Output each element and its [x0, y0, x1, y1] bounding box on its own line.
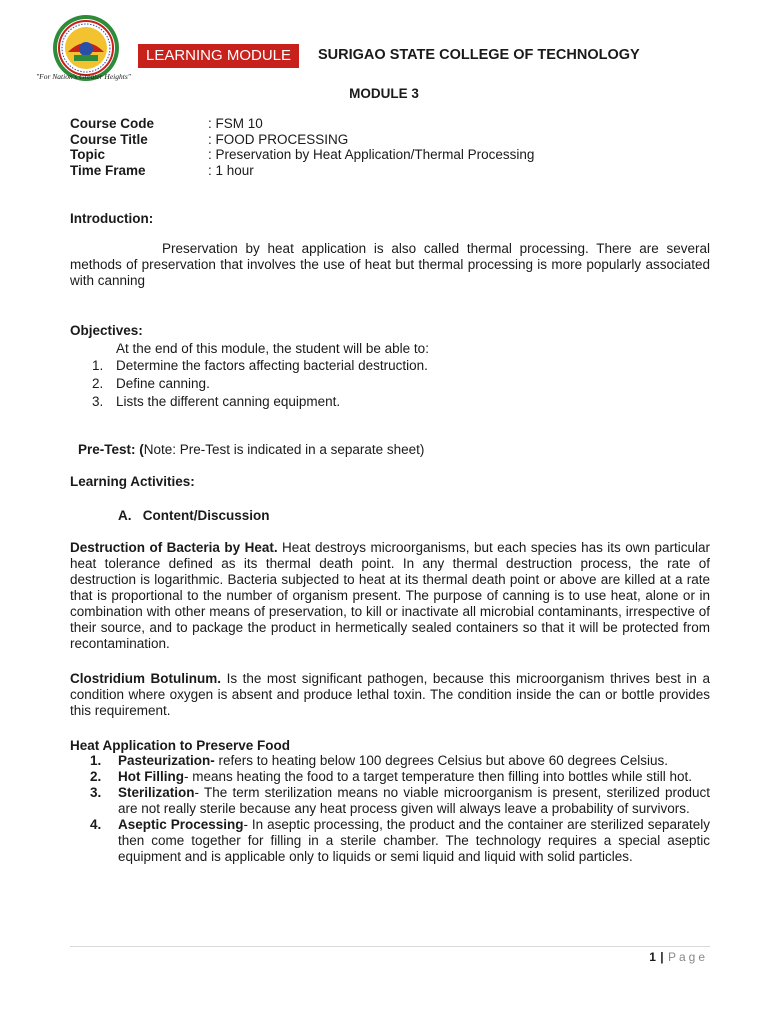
meta-value: : FOOD PROCESSING	[208, 131, 349, 147]
destruction-paragraph	[70, 540, 710, 652]
introduction-heading: Introduction:	[70, 211, 154, 226]
topic-row	[70, 147, 534, 163]
pretest-label: Pre-Test: (	[78, 442, 144, 457]
meta-key: Course Code	[70, 116, 155, 131]
destruction-text: Heat destroys microorganisms, but each species has its own particular heat tolerance defined as its thermal death point. In any thermal destruction process, the rate of destruction is logarithmic. Bacteria subjected to heat at its thermal death point or above are killed at a rate that is proportional to the number of organism present. The purpose of canning is to use heat, alone or in combination with other means of preservation, to kill or inactivate all microbial contaminants, irrespective of their source, and to package the product in hermetically sealed containers so that it will be protected from recontamination.	[70, 540, 710, 651]
list-item: 3. Sterilization- The term sterilization means no viable microorganism is present, sterilized product are not really sterile because any heat process given will always leave a probability of survivors.	[90, 785, 710, 816]
list-item: 2. Define canning.	[92, 376, 210, 391]
college-name: SURIGAO STATE COLLEGE OF TECHNOLOGY	[318, 47, 640, 63]
meta-key: Topic	[70, 147, 105, 162]
list-item: 2. Hot Filling- means heating the food to a target temperature then filling into bottles while still hot.	[90, 769, 693, 784]
course-info	[70, 116, 534, 178]
list-item: 1. Determine the factors affecting bacterial destruction.	[92, 358, 428, 373]
learning-module-badge: LEARNING MODULE	[138, 44, 299, 68]
course-code-row	[70, 116, 534, 132]
clostridium-paragraph	[70, 671, 710, 719]
page-number: 1	[649, 950, 657, 964]
footer-divider	[70, 946, 710, 947]
module-title: MODULE 3	[349, 86, 419, 101]
list-item: 1. Pasteurization- refers to heating below 100 degrees Celsius but above 60 degrees Celsius.	[90, 753, 669, 768]
objectives-list	[92, 357, 428, 411]
meta-key: Time Frame	[70, 162, 146, 178]
meta-value: : 1 hour	[208, 162, 254, 178]
objectives-heading: Objectives:	[70, 323, 143, 338]
introduction-text: Preservation by heat application is also called thermal processing. There are several methods of preservation that involves the use of heat but thermal processing is more popularly associated with canning	[70, 241, 710, 288]
page-separator: |	[660, 950, 665, 964]
pretest-line	[78, 442, 424, 457]
clostridium-text: Is the most significant pathogen, because this microorganism thrives best in a condition where oxygen is absent and produce lethal toxin. The condition inside the can or bottle provides this requirement.	[70, 671, 710, 718]
list-item: 3. Lists the different canning equipment.	[92, 394, 341, 409]
college-motto: "For Nation's Greater Heights"	[36, 72, 131, 81]
course-title-row	[70, 132, 534, 148]
meta-value: : FSM 10	[208, 116, 263, 131]
content-discussion-heading: A. Content/Discussion	[118, 508, 270, 523]
learning-activities-heading: Learning Activities:	[70, 474, 195, 489]
clostridium-title: Clostridium Botulinum.	[70, 671, 222, 686]
meta-key: Course Title	[70, 131, 148, 147]
page-label: Page	[667, 950, 708, 964]
destruction-title: Destruction of Bacteria by Heat.	[70, 540, 278, 555]
page-footer	[0, 950, 708, 964]
list-item: 4. Aseptic Processing- In aseptic processing, the product and the container are sterilized separately then come together for filling in a sterile chamber. The technology requires a special aseptic equipment and is applicable only to liquids or semi liquid and liquid with solid particles.	[90, 817, 711, 864]
pretest-note: Note: Pre-Test is indicated in a separate sheet)	[143, 442, 425, 457]
objectives-lead: At the end of this module, the student will be able to:	[116, 341, 429, 356]
meta-value: : Preservation by Heat Application/Thermal Processing	[208, 147, 535, 162]
heat-application-list	[90, 753, 710, 865]
heat-application-heading: Heat Application to Preserve Food	[70, 738, 291, 753]
time-frame-row	[70, 163, 534, 179]
